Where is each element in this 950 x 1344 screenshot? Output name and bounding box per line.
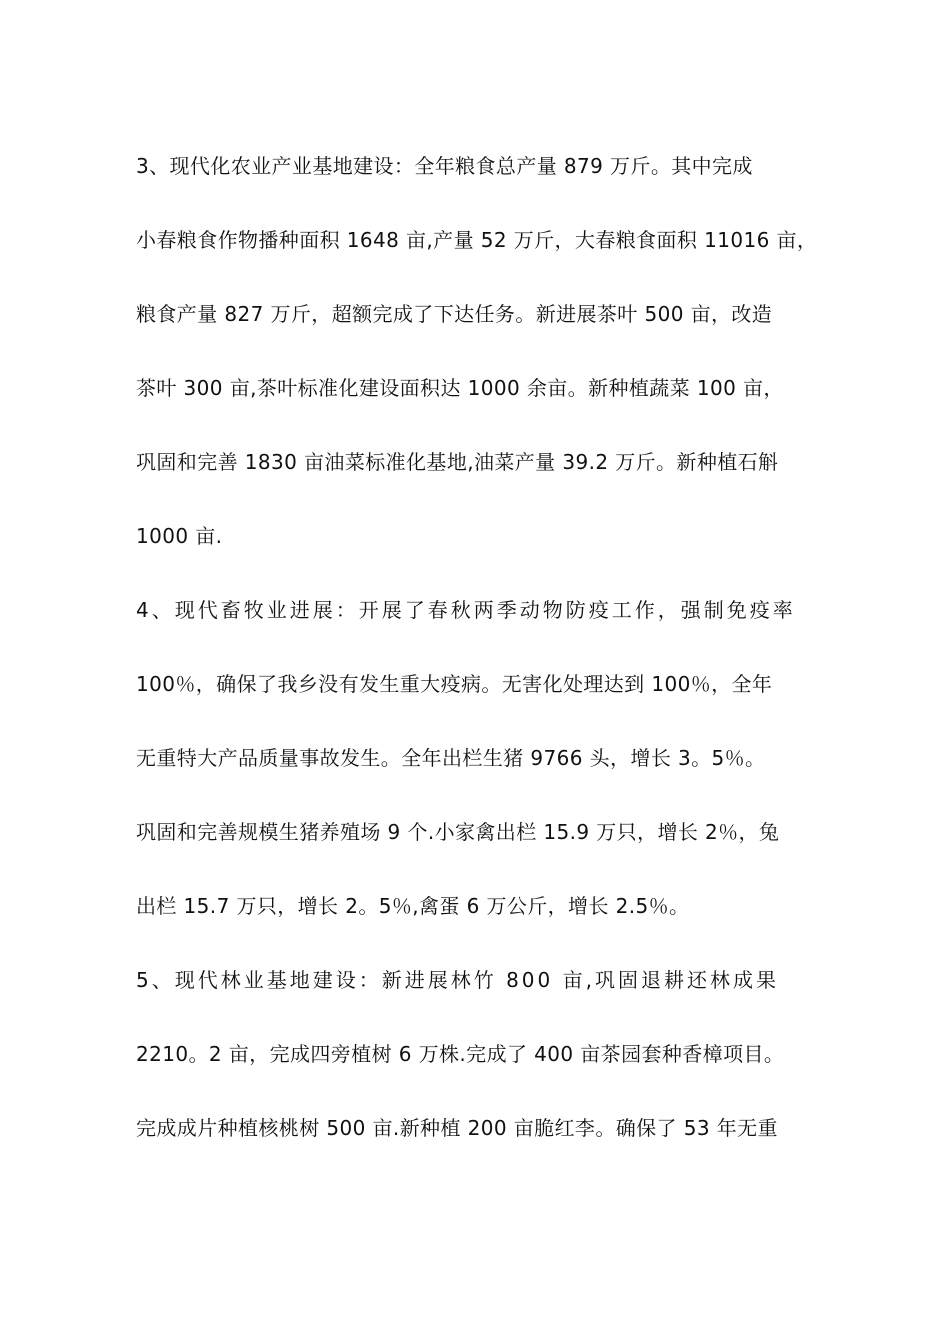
- text-line: 巩固和完善 1830 亩油菜标准化基地,油菜产量 39.2 万斤。新种植石斛: [136, 450, 779, 474]
- text-line: 小春粮食作物播种面积 1648 亩,产量 52 万斤，大春粮食面积 11016 亩，: [136, 228, 818, 252]
- text-line: 1000 亩.: [136, 524, 223, 548]
- document-body: [136, 142, 826, 1178]
- text-line: 4、现代畜牧业进展：开展了春秋两季动物防疫工作，强制免疫率: [136, 598, 796, 622]
- text-line: 出栏 15.7 万只，增长 2。5％,禽蛋 6 万公斤，增长 2.5％。: [136, 894, 690, 918]
- text-line: 3、现代化农业产业基地建设：全年粮食总产量 879 万斤。其中完成: [136, 154, 753, 178]
- text-line: 完成成片种植核桃树 500 亩.新种植 200 亩脆红李。确保了 53 年无重: [136, 1116, 778, 1140]
- text-line: 无重特大产品质量事故发生。全年出栏生猪 9766 头，增长 3。5％。: [136, 746, 766, 770]
- text-line: 巩固和完善规模生猪养殖场 9 个.小家禽出栏 15.9 万只，增长 2％，兔: [136, 820, 780, 844]
- text-line: 茶叶 300 亩,茶叶标准化建设面积达 1000 余亩。新种植蔬菜 100 亩，: [136, 376, 784, 400]
- text-line: 100％，确保了我乡没有发生重大疫病。无害化处理达到 100％，全年: [136, 672, 773, 696]
- text-line: 2210。2 亩，完成四旁植树 6 万株.完成了 400 亩茶园套种香樟项目。: [136, 1042, 785, 1066]
- text-line: 5、现代林业基地建设：新进展林竹 800 亩,巩固退耕还林成果: [136, 968, 779, 992]
- text-line: 粮食产量 827 万斤，超额完成了下达任务。新进展茶叶 500 亩，改造: [136, 302, 773, 326]
